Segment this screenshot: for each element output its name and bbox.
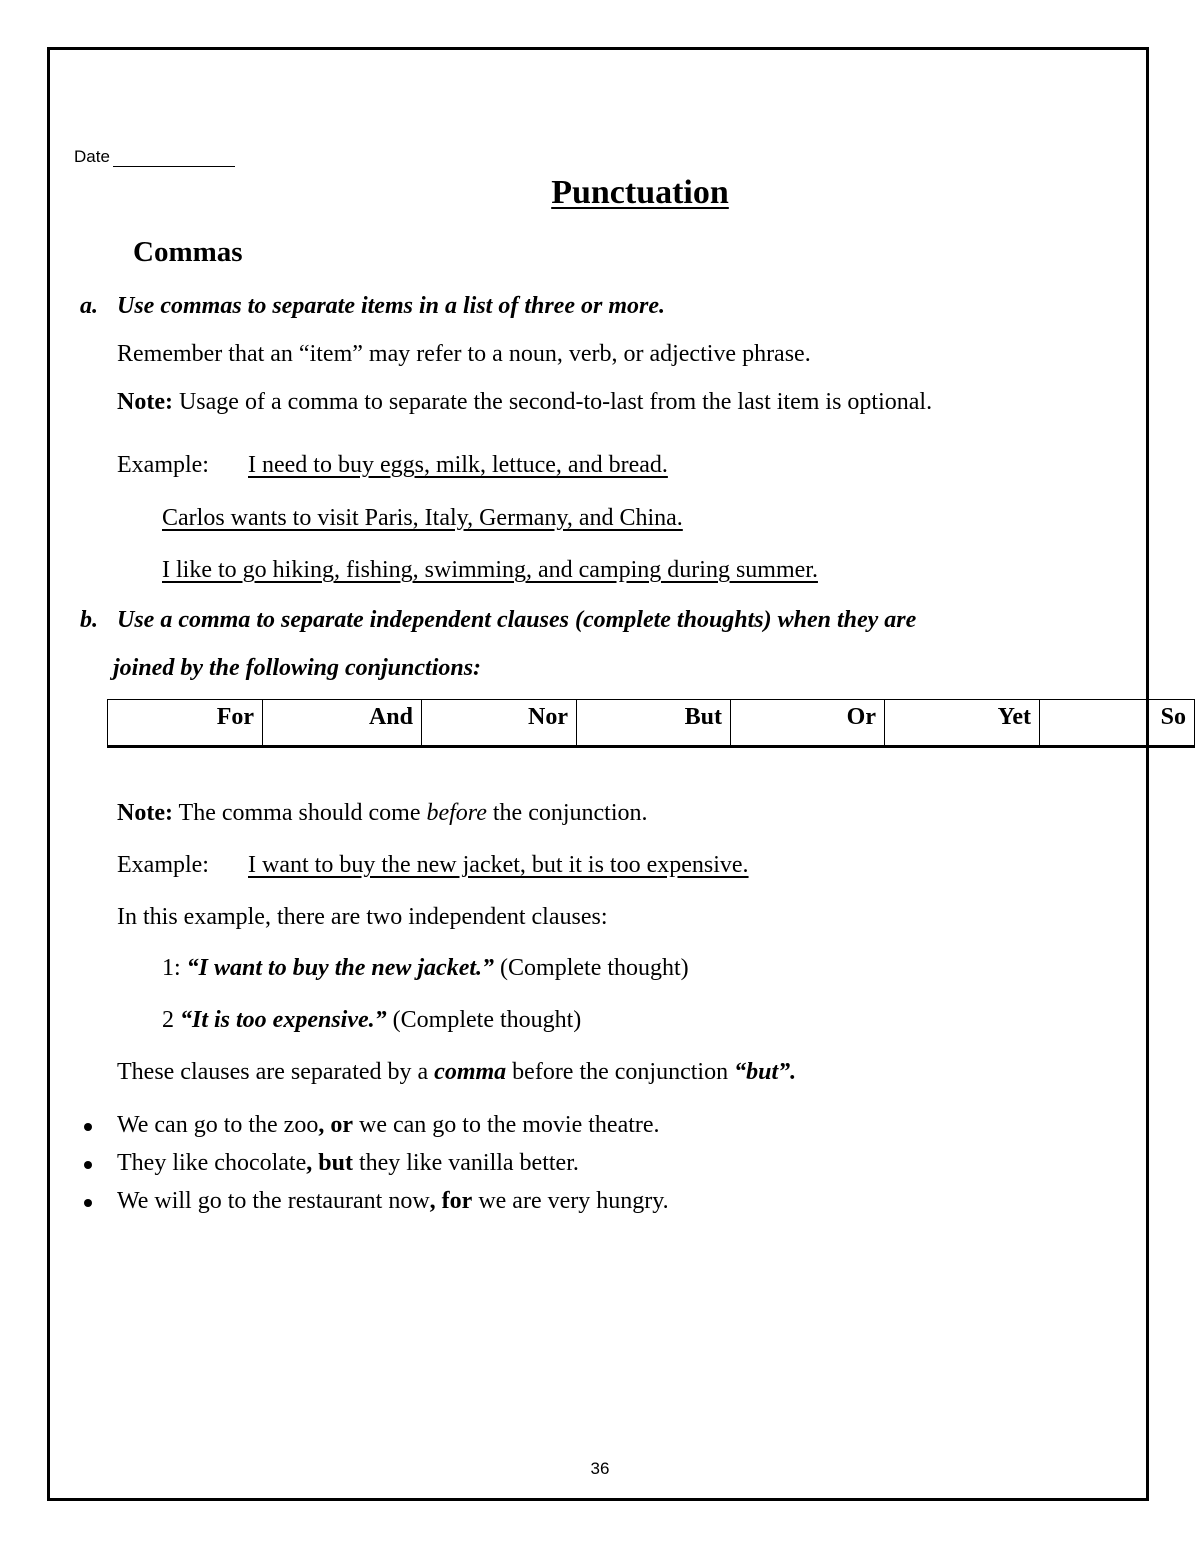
rule-b-marker: b.: [80, 607, 98, 633]
rule-b-example-label: Example:: [117, 852, 209, 878]
date-field: [74, 147, 235, 167]
clause-2: 2 “It is too expensive.” (Complete thought): [162, 1007, 582, 1033]
rule-a-text: Use commas to separate items in a list of three or more.: [117, 293, 665, 319]
rule-b-text-line1: Use a comma to separate independent clauses (complete thoughts) when they are: [117, 607, 917, 633]
conjunction-cell: Or: [731, 700, 885, 747]
rule-a-marker: a.: [80, 293, 98, 319]
page-number: 36: [590, 1459, 610, 1478]
rule-b-summary: These clauses are separated by a comma before the conjunction “but”.: [117, 1059, 797, 1085]
conjunctions-table: [107, 699, 1195, 748]
conjunction-cell: So: [1040, 700, 1195, 747]
note-label: Note:: [117, 389, 173, 415]
list-item: They like chocolate, but they like vanilla better.: [80, 1150, 669, 1188]
note-emphasis: before: [426, 800, 487, 826]
rule-a-note: [117, 389, 932, 416]
section-heading: Commas: [133, 236, 243, 268]
example-bullet-list: [80, 1112, 669, 1226]
rule-a-remember: Remember that an “item” may refer to a noun, verb, or adjective phrase.: [117, 341, 811, 367]
rule-a-example-label: Example:: [117, 452, 209, 478]
bullet-icon: [84, 1199, 92, 1207]
bullet-icon: [84, 1161, 92, 1169]
conjunction-cell: And: [263, 700, 422, 747]
rule-a-example-2: Carlos wants to visit Paris, Italy, Germany, and China.: [162, 505, 683, 531]
rule-b-text-line2: joined by the following conjunctions:: [113, 655, 482, 681]
conjunction-cell: But: [577, 700, 731, 747]
conjunction-cell: For: [108, 700, 263, 747]
note-text: Usage of a comma to separate the second-to-last from the last item is optional.: [172, 389, 933, 415]
conjunction-cell: Yet: [885, 700, 1040, 747]
rule-a-example-3: I like to go hiking, fishing, swimming, and camping during summer.: [162, 557, 818, 583]
rule-b-explanation: In this example, there are two independent clauses:: [117, 904, 608, 930]
bullet-icon: [84, 1123, 92, 1131]
list-item: We will go to the restaurant now, for we are very hungry.: [80, 1188, 669, 1226]
rule-a-example-1: I need to buy eggs, milk, lettuce, and bread.: [248, 452, 668, 478]
rule-b-example: I want to buy the new jacket, but it is too expensive.: [248, 852, 749, 878]
conjunction-cell: Nor: [422, 700, 577, 747]
note-label: Note:: [117, 800, 173, 826]
date-label: Date: [74, 147, 110, 166]
date-blank-line: [113, 148, 235, 167]
table-row: [108, 700, 1195, 747]
rule-b-note: Note: The comma should come before the conjunction.: [117, 800, 648, 826]
clause-1: 1: “I want to buy the new jacket.” (Complete thought): [162, 955, 689, 981]
page-title: Punctuation: [551, 174, 729, 211]
list-item: We can go to the zoo, or we can go to the movie theatre.: [80, 1112, 669, 1150]
